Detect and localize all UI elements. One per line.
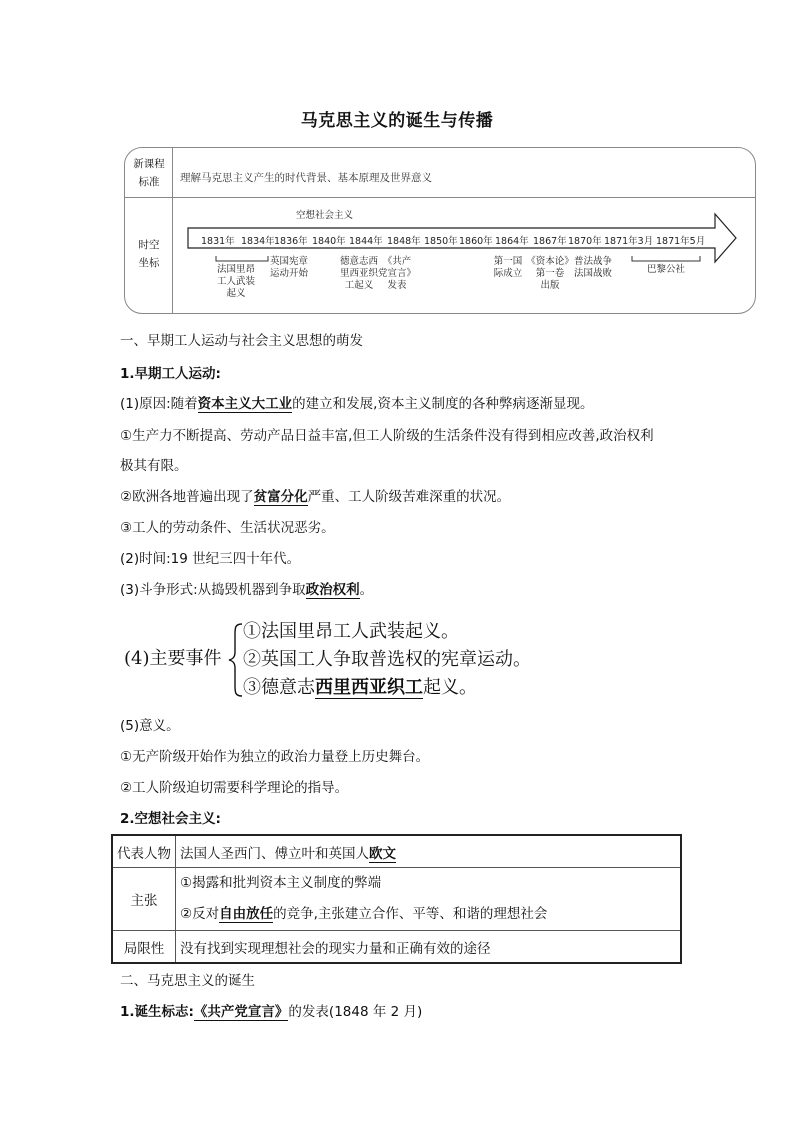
cause-item1-line1: ①生产力不断提高、劳动产品日益丰富,但工人阶级的生活条件没有得到相应改善,政治权利 (120, 428, 654, 444)
year-label: 1871年3月 (604, 236, 654, 247)
main-events-label: (4)主要事件 (124, 648, 222, 669)
time-line: (2)时间:19 世纪三四十年代。 (120, 551, 301, 567)
table-row (112, 931, 681, 964)
year-label: 1848年 (387, 236, 421, 247)
r2b-key: 自由放任 (219, 906, 274, 922)
cause-key: 资本主义大工业 (197, 396, 293, 412)
event-line: 英国宪章 (269, 256, 308, 267)
event-franco-prussian (566, 256, 620, 280)
event-line: 工人武装 (216, 276, 255, 287)
utopian-table (111, 834, 682, 964)
form-post: 。 (359, 582, 374, 598)
table-cell-representatives (176, 835, 682, 868)
cause-pre: (1)原因:随着 (120, 396, 198, 412)
meaning-item1: ①无产阶级开始作为独立的政治力量登上历史舞台。 (120, 749, 430, 765)
label-timeline-line1: 时空 (138, 239, 160, 251)
table-cell-propositions (176, 868, 682, 931)
section1-sub1: 1.早期工人运动: (120, 366, 221, 382)
year-label: 1870年 (568, 236, 602, 247)
year-label: 1840年 (312, 236, 346, 247)
cause-line (120, 394, 593, 414)
event-chartism (262, 256, 316, 280)
event-line: 《共产 (382, 256, 412, 267)
form-line (120, 580, 373, 600)
s2-pre: 1.诞生标志: (120, 1004, 194, 1020)
page-title: 马克思主义的诞生与传播 (300, 111, 494, 131)
c2-pre: ②欧洲各地普遍出现了 (120, 489, 254, 505)
event-line: 《资本论》 (526, 256, 574, 267)
meaning-item2: ②工人阶级迫切需要科学理论的指导。 (120, 780, 349, 796)
event-line: 法国战败 (573, 268, 612, 279)
year-label: 1836年 (274, 236, 308, 247)
event-line: 党宣言》 (377, 268, 416, 279)
event-line: 出版 (540, 280, 560, 291)
year-label: 1867年 (533, 236, 567, 247)
s2-post: 的发表(1848 年 2 月) (288, 1004, 423, 1020)
year-label: 1860年 (459, 236, 493, 247)
label-curriculum-line2: 标准 (138, 176, 160, 188)
event-line: 第一卷 (535, 268, 565, 279)
main-event-item: ①法国里昂工人武装起义。 (243, 621, 459, 642)
main-events-list (243, 618, 531, 702)
year-label: 1834年 (241, 236, 275, 247)
s2-key: 《共产党宣言》 (193, 1004, 289, 1020)
year-label: 1850年 (424, 236, 458, 247)
event-line: 巴黎公社 (646, 264, 685, 275)
cause-item3: ③工人的劳动条件、生活状况恶劣。 (120, 520, 335, 536)
event-line: 普法战争 (573, 256, 612, 267)
r1-pre: 法国人圣西门、傅立叶和英国人 (180, 845, 369, 862)
table-head-propositions: 主张 (112, 868, 176, 931)
section1-sub2: 2.空想社会主义: (120, 811, 221, 827)
table-cell-limitation: 没有找到实现理想社会的现实力量和正确有效的途径 (176, 931, 682, 964)
e3-post: 起义。 (423, 677, 477, 698)
form-key: 政治权利 (305, 582, 360, 598)
cause-post: 的建立和发展,资本主义制度的各种弊病逐渐显现。 (292, 396, 594, 412)
event-lyon (209, 264, 263, 300)
section1-heading: 一、早期工人运动与社会主义思想的萌发 (120, 333, 363, 349)
r2b-post: 的竞争,主张建立合作、平等、和谐的理想社会 (273, 906, 548, 922)
r2b-pre: ②反对 (180, 906, 220, 922)
c2-key: 贫富分化 (253, 489, 308, 505)
table-row (112, 835, 681, 868)
event-line: 工起义 (344, 280, 374, 291)
label-curriculum-line1: 新课程 (133, 158, 165, 170)
main-event-item: ②英国工人争取普选权的宪章运动。 (243, 649, 531, 670)
event-line: 第一国 (493, 256, 523, 267)
section2-heading: 二、马克思主义的诞生 (120, 973, 255, 989)
event-line: 际成立 (493, 268, 523, 279)
main-event-item (243, 674, 531, 702)
table-head-limitation: 局限性 (112, 931, 176, 964)
meaning-line: (5)意义。 (120, 718, 180, 734)
table-row (112, 868, 681, 931)
label-curriculum (126, 155, 172, 191)
info-divider-horizontal (124, 197, 756, 198)
event-paris-commune (639, 264, 693, 276)
proposition-b (180, 899, 676, 930)
event-line: 德意志西 (339, 256, 378, 267)
cause-item1-line2: 极其有限。 (120, 458, 188, 474)
curriculum-text: 理解马克思主义产生的时代背景、基本原理及世界意义 (180, 172, 432, 184)
proposition-a: ①揭露和批判资本主义制度的弊端 (180, 875, 382, 891)
event-line: 法国里昂 (216, 264, 255, 275)
event-line: 发表 (387, 280, 407, 291)
c2-post: 严重、工人阶级苦难深重的状况。 (307, 489, 511, 505)
e3-pre: ③德意志 (243, 677, 315, 698)
year-label: 1844年 (349, 236, 383, 247)
form-pre: (3)斗争形式:从捣毁机器到争取 (120, 582, 306, 598)
r1-key: 欧文 (369, 845, 396, 862)
year-label: 1864年 (495, 236, 529, 247)
cause-item2 (120, 487, 510, 507)
timeline-years (0, 233, 794, 247)
e3-key: 西里西亚织工 (315, 677, 423, 698)
year-label: 1871年5月 (656, 236, 706, 247)
event-line: 运动开始 (269, 268, 308, 279)
label-timeline-line2: 坐标 (138, 257, 160, 269)
event-line: 起义 (226, 288, 246, 299)
section2-sub1 (120, 1002, 422, 1022)
arrow-caption: 空想社会主义 (296, 210, 354, 221)
table-head-representatives: 代表人物 (112, 835, 176, 868)
event-manifesto (370, 256, 424, 292)
event-line: 里西亚织 (339, 268, 378, 279)
year-label: 1831年 (201, 236, 235, 247)
